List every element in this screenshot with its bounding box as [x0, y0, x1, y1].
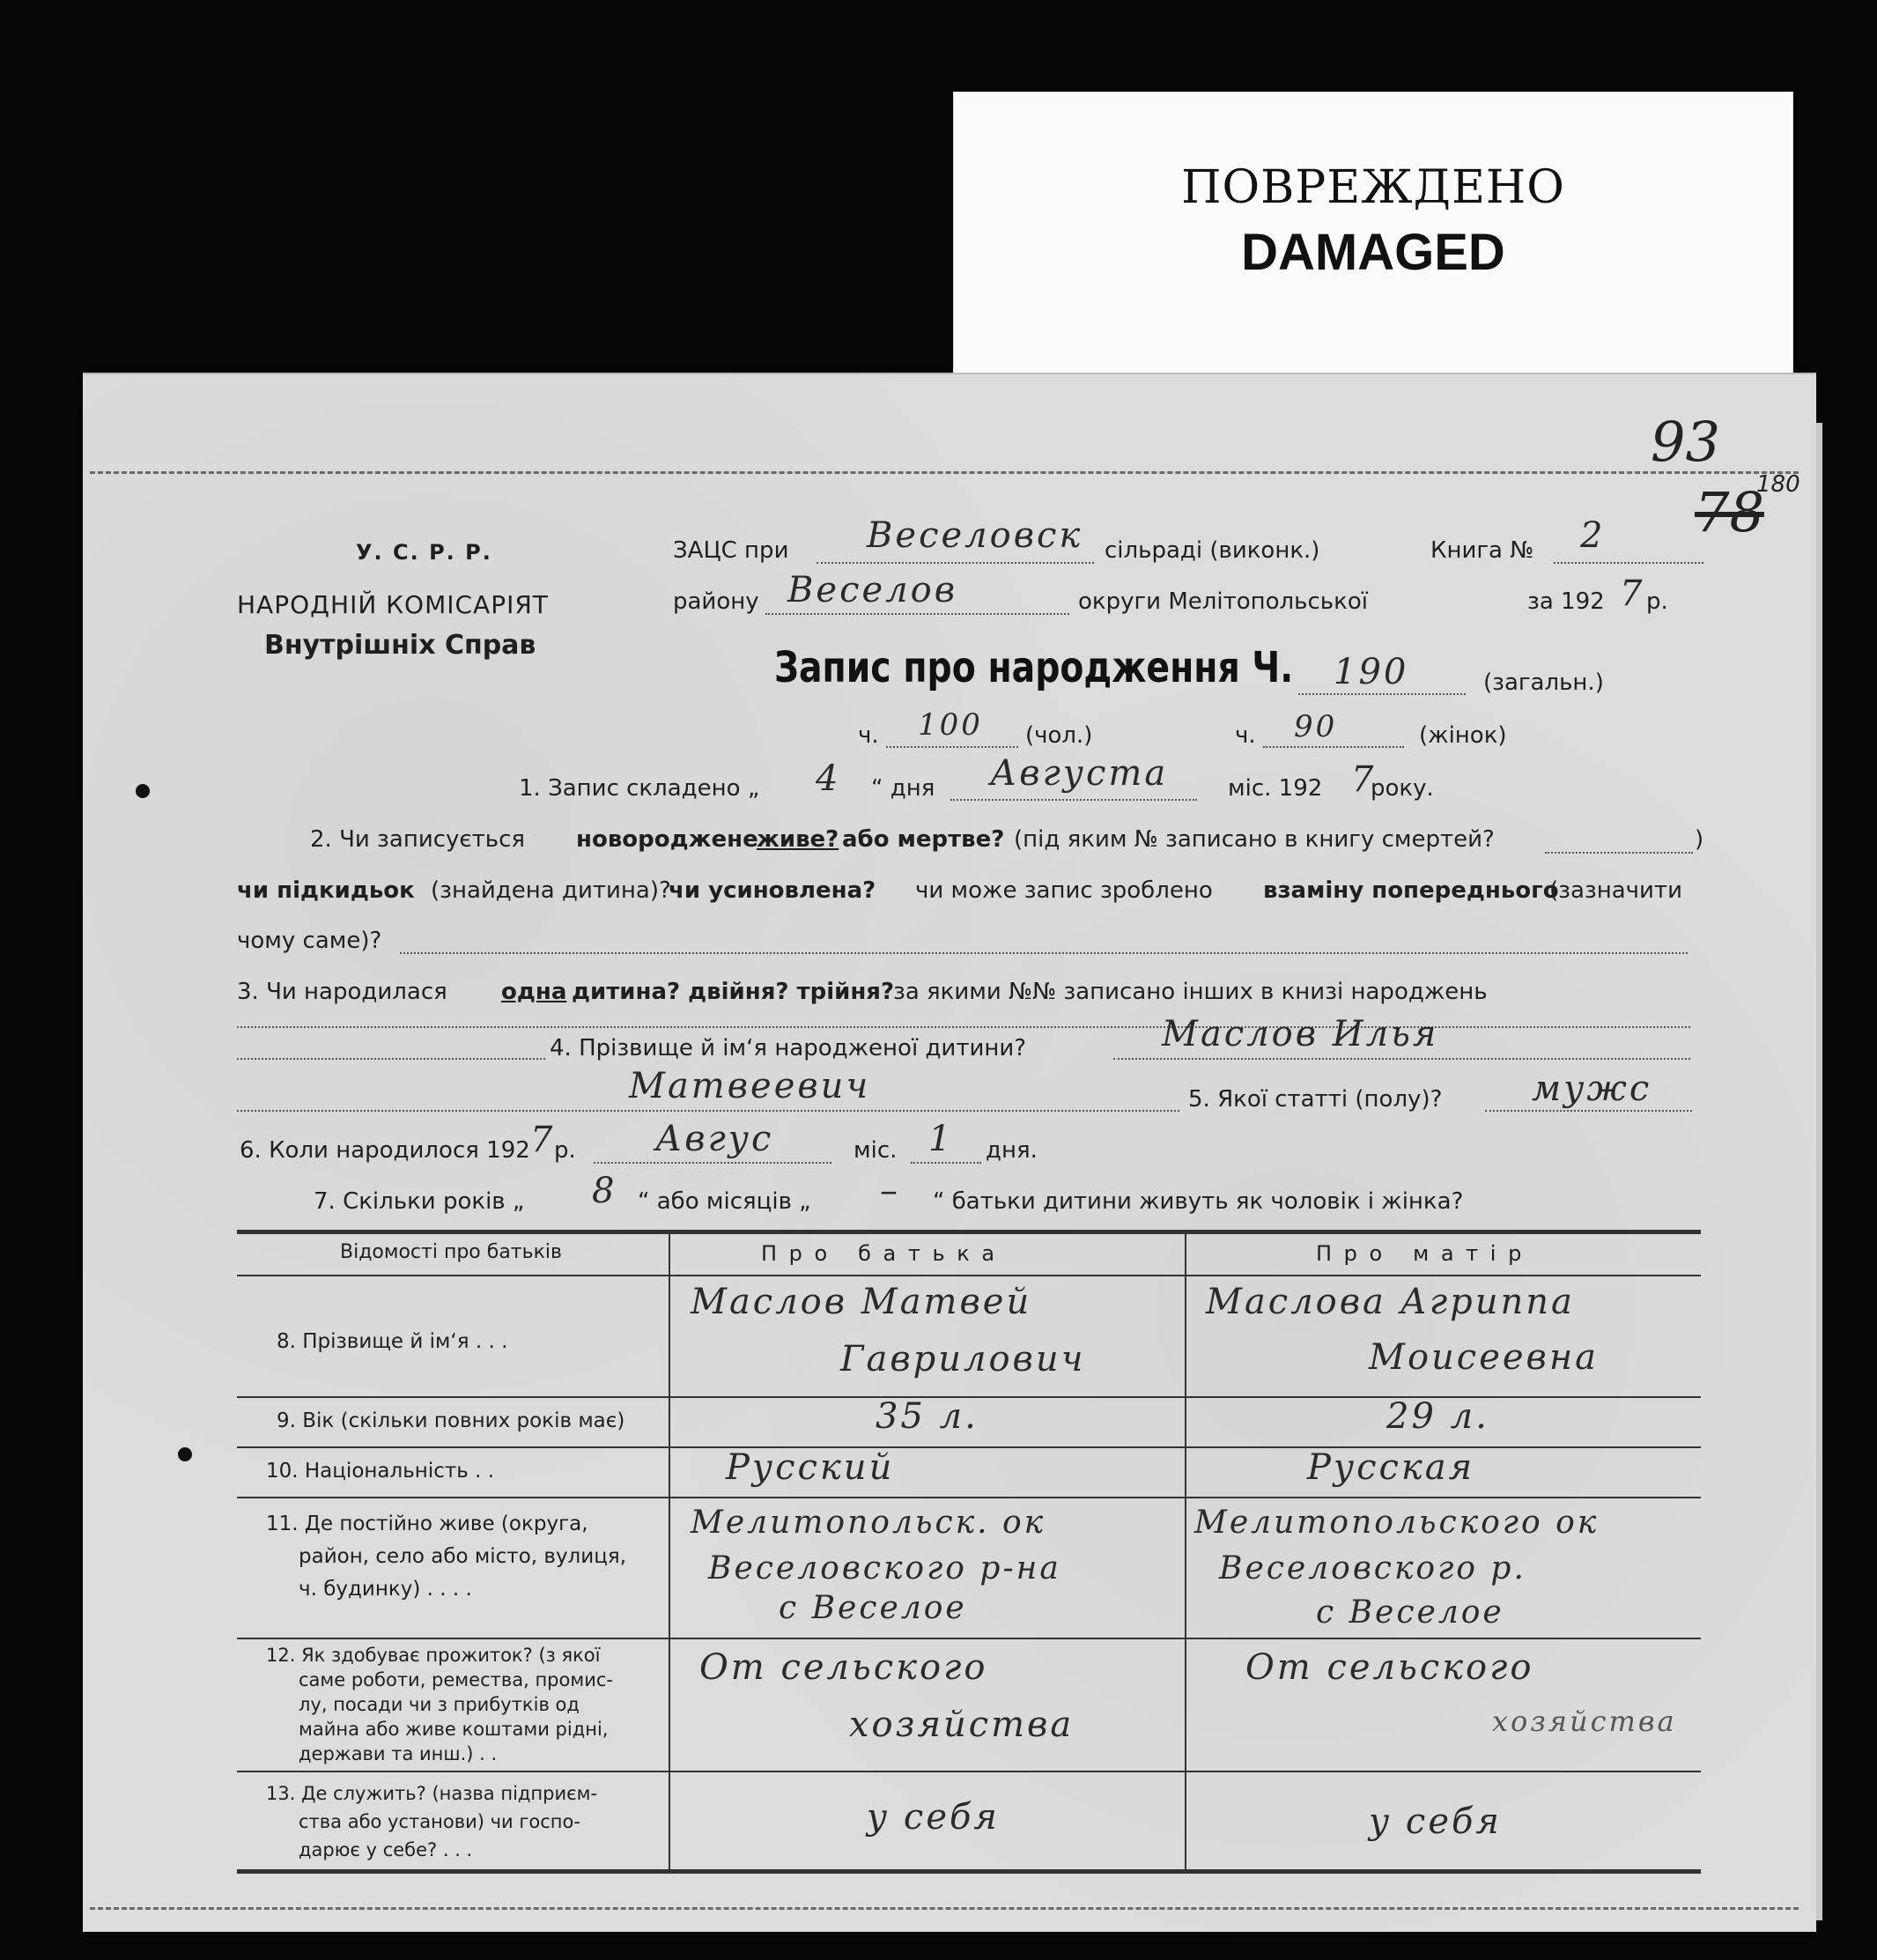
- table-row-border: [237, 1497, 1701, 1498]
- q4-line-2: [237, 1110, 1179, 1112]
- row8-father-line2: Гаврилович: [840, 1339, 1086, 1379]
- year-digit: 7: [1620, 573, 1645, 614]
- female-number-line: [1263, 746, 1404, 748]
- female-prefix: ч.: [1235, 722, 1256, 749]
- q6-text-d: дня.: [986, 1137, 1038, 1164]
- row11-mother-line3: с Веселое: [1316, 1594, 1504, 1631]
- q6-year-digit: 7: [530, 1120, 556, 1160]
- q2-text-i: чи усиновлена?: [669, 877, 876, 904]
- q2-text-k: взаміну попереднього: [1263, 877, 1559, 904]
- damaged-label-card: [953, 92, 1793, 384]
- q2-text-d: або мертве?: [842, 826, 1005, 853]
- q4-line-left: [237, 1058, 545, 1060]
- total-label: (загальн.): [1483, 669, 1604, 696]
- row13-label-3: дарює у себе? . . .: [299, 1839, 473, 1860]
- table-row-border: [237, 1771, 1701, 1772]
- row10-label: 10. Національність . .: [266, 1460, 495, 1483]
- row8-mother-line2: Моисеевна: [1369, 1337, 1600, 1378]
- q5-answer: мужс: [1532, 1069, 1652, 1109]
- district: Веселов: [787, 570, 957, 610]
- book-label: Книга №: [1430, 537, 1534, 564]
- q3-text-a: 3. Чи народилася: [237, 979, 447, 1005]
- q1-day: 4: [816, 758, 841, 799]
- table-column-divider: [669, 1231, 670, 1871]
- row8-label: 8. Прізвище й ім‘я . . .: [277, 1330, 508, 1353]
- perforation-top: [90, 471, 1799, 474]
- row13-label-2: ства або установи) чи госпо-: [299, 1811, 580, 1832]
- q7-years: 8: [592, 1171, 617, 1211]
- table-header-info: Відомості про батьків: [340, 1241, 562, 1263]
- commissariat-line2: Внутрішніх Справ: [264, 630, 536, 661]
- archive-number-small: 180: [1756, 471, 1800, 498]
- q7-text-c: “ батьки дитини живуть як чоловік і жінка?: [933, 1188, 1464, 1215]
- total-number-line: [1298, 693, 1466, 695]
- damaged-label-ru: ПОВРЕЖДЕНО: [1181, 161, 1565, 214]
- row9-label: 9. Вік (скільки повних років має): [277, 1409, 625, 1432]
- row12-label-4: майна або живе коштами рідні,: [299, 1719, 609, 1740]
- record-title: Запис про народження Ч.: [774, 643, 1294, 692]
- punch-hole: [178, 1447, 192, 1461]
- q6-text-a: 6. Коли народилося 192: [240, 1137, 530, 1164]
- birth-record-sheet: [83, 373, 1816, 1932]
- row12-father-line1: От сельского: [699, 1647, 988, 1688]
- q3-text-d: за якими №№ записано інших в книзі народжень: [893, 979, 1488, 1005]
- district-line: [765, 613, 1069, 615]
- okrug-label: округи Мелітопольської: [1078, 588, 1368, 615]
- q2-text-h: (знайдена дитина)?: [431, 877, 671, 904]
- q2-text-b: новороджене: [576, 826, 758, 853]
- row11-label-3: ч. будинку) . . . .: [299, 1578, 472, 1601]
- q4-answer-surname: Маслов Илья: [1162, 1014, 1439, 1054]
- q1-month: Августа: [990, 753, 1169, 794]
- q2-text-j: чи може запис зроблено: [915, 877, 1213, 904]
- q3-text-b: одна: [501, 979, 567, 1005]
- book-number-line: [1554, 562, 1703, 564]
- table-row-border: [237, 1638, 1701, 1639]
- row12-label-1: 12. Як здобуває прожиток? (з якої: [266, 1645, 601, 1666]
- q2-text-g: чи підкидьок: [237, 877, 415, 904]
- q4-text: 4. Прізвище й ім‘я народженої дитини?: [550, 1035, 1027, 1061]
- row12-mother-line1: От сельского: [1245, 1647, 1534, 1688]
- q3-text-c: дитина? двійня? трійня?: [572, 979, 895, 1005]
- q7-months: –: [880, 1171, 900, 1211]
- row11-label-1: 11. Де постійно живе (округа,: [266, 1513, 588, 1535]
- book-number: 2: [1580, 515, 1606, 556]
- row12-label-3: лу, посади чи з прибутків од: [299, 1694, 580, 1715]
- damaged-label-en: DAMAGED: [1241, 224, 1505, 281]
- year-label: за 192: [1527, 588, 1605, 615]
- q6-month: Авгус: [655, 1119, 774, 1159]
- q3-numbers-line: [237, 1026, 1690, 1028]
- male-number: 100: [918, 707, 983, 743]
- q2-reason-line: [400, 952, 1688, 954]
- row12-label-5: держави та инш.) . .: [299, 1743, 498, 1764]
- q6-text-c: міс.: [854, 1137, 898, 1164]
- zags-village-line: [817, 562, 1094, 564]
- punch-hole: [136, 784, 150, 798]
- q5-text: 5. Якої статті (полу)?: [1188, 1086, 1443, 1113]
- q6-day: 1: [928, 1119, 954, 1159]
- row10-mother-nationality: Русская: [1307, 1447, 1475, 1488]
- zags-prefix: ЗАЦС при: [673, 537, 789, 564]
- q1-text-b: “ дня: [871, 775, 935, 802]
- row12-label-2: саме роботи, ремества, промис-: [299, 1669, 613, 1690]
- row8-mother-line1: Маслова Агриппа: [1206, 1282, 1575, 1322]
- district-label: району: [673, 588, 759, 615]
- row11-mother-line2: Веселовского р.: [1219, 1550, 1526, 1586]
- female-label: (жінок): [1419, 722, 1507, 749]
- q7-text-b: “ або місяців „: [638, 1188, 811, 1215]
- row10-father-nationality: Русский: [726, 1447, 895, 1488]
- row13-father-answer: у себя: [867, 1797, 1000, 1838]
- q2-text-a: 2. Чи записується: [310, 826, 526, 853]
- row11-mother-line1: Мелитопольского ок: [1194, 1505, 1600, 1541]
- q1-text-c: міс. 192: [1228, 775, 1323, 802]
- q1-text-a: 1. Запис складено „: [519, 775, 760, 802]
- archive-number-struck: 78: [1695, 480, 1764, 544]
- q1-text-d: року.: [1371, 775, 1434, 802]
- table-row-border: [237, 1446, 1701, 1448]
- row13-label-1: 13. Де служить? (назва підприєм-: [266, 1783, 598, 1804]
- row8-father-line1: Маслов Матвей: [691, 1282, 1032, 1322]
- q4-line-right: [1113, 1058, 1690, 1060]
- q1-year-digit: 7: [1351, 759, 1377, 800]
- table-top-border: [237, 1230, 1701, 1234]
- q6-month-line: [594, 1162, 831, 1164]
- table-column-divider: [1185, 1231, 1186, 1871]
- q2-death-book-line: [1545, 852, 1693, 854]
- q6-day-line: [911, 1162, 981, 1164]
- total-number: 190: [1334, 652, 1409, 692]
- male-number-line: [886, 746, 1018, 748]
- q1-month-line: [950, 799, 1197, 801]
- row11-father-line2: Веселовского р-на: [708, 1550, 1061, 1586]
- republic-label: У. С. Р. Р.: [356, 540, 492, 565]
- q2-text-l: (зазначити: [1549, 877, 1682, 904]
- q2-text-c: живе?: [757, 826, 839, 853]
- table-bottom-border: [237, 1869, 1701, 1874]
- male-prefix: ч.: [858, 722, 879, 749]
- zags-suffix: сільраді (виконк.): [1105, 537, 1320, 564]
- q2-text-e: (під яким № записано в книгу смертей?: [1014, 826, 1495, 853]
- year-suffix: р.: [1646, 588, 1668, 615]
- q7-text-a: 7. Скільки років „: [314, 1188, 525, 1215]
- female-number: 90: [1294, 709, 1338, 744]
- commissariat-line1: НАРОДНІЙ КОМІСАРІЯТ: [237, 590, 549, 619]
- row12-mother-line2: хозяйства: [1492, 1705, 1677, 1738]
- row11-father-line3: с Веселое: [779, 1590, 967, 1626]
- row12-father-line2: хозяйства: [849, 1705, 1075, 1745]
- table-header-mother: П р о м а т і р: [1316, 1241, 1525, 1266]
- perforation-bottom: [90, 1907, 1799, 1910]
- q4-answer-patronymic: Матвеевич: [629, 1066, 871, 1106]
- q5-line: [1485, 1110, 1692, 1112]
- row11-label-2: район, село або місто, вулиця,: [299, 1545, 627, 1568]
- zags-village: Веселовск: [867, 515, 1083, 556]
- q2-text-f: ): [1695, 826, 1704, 853]
- table-header-border: [237, 1275, 1701, 1276]
- table-header-father: П р о б а т ь к а: [761, 1241, 998, 1266]
- row9-mother-age: 29 л.: [1386, 1396, 1489, 1437]
- q6-text-b: р.: [554, 1137, 576, 1164]
- row11-father-line1: Мелитопольск. ок: [691, 1505, 1046, 1541]
- q2-text-m: чому саме)?: [237, 928, 382, 954]
- male-label: (чол.): [1025, 722, 1093, 749]
- row13-mother-answer: у себя: [1369, 1801, 1502, 1842]
- archive-number: 93: [1651, 410, 1720, 474]
- row9-father-age: 35 л.: [876, 1396, 979, 1437]
